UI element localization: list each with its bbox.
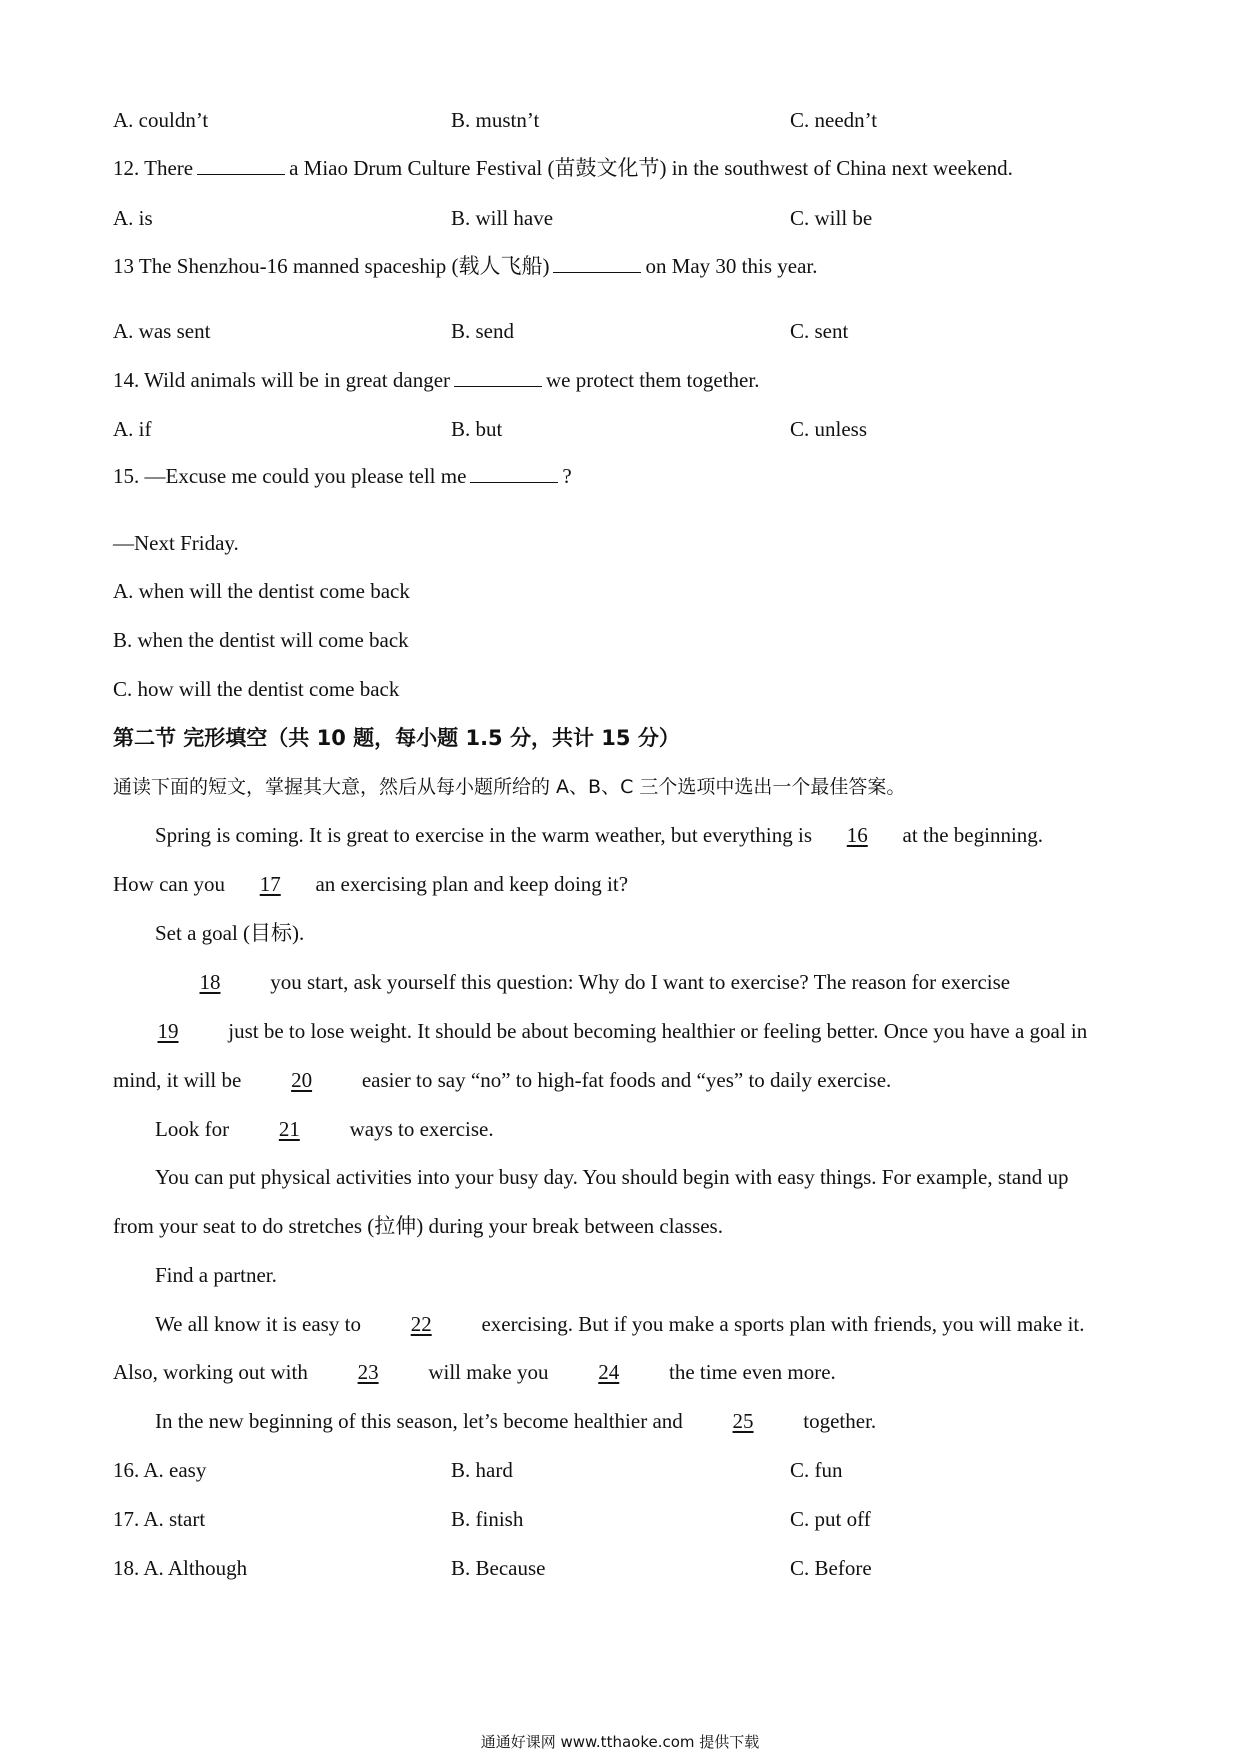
passage-text: Look for bbox=[155, 1117, 230, 1141]
blank-23: 23 bbox=[357, 1360, 379, 1384]
section-heading: 第二节 完形填空（共 10 题，每小题 1.5 分，共计 15 分） bbox=[113, 726, 680, 750]
blank-25: 25 bbox=[732, 1409, 754, 1433]
passage-text: the time even more. bbox=[669, 1360, 836, 1384]
q18-option-c: C. Before bbox=[790, 1556, 872, 1580]
q13-stem bbox=[113, 253, 818, 279]
q17-option-c: C. put off bbox=[790, 1507, 871, 1531]
subheading-find-partner: Find a partner. bbox=[155, 1263, 277, 1287]
blank-24: 24 bbox=[598, 1360, 620, 1384]
blank-20: 20 bbox=[291, 1068, 313, 1092]
q16-option-c: C. fun bbox=[790, 1458, 843, 1482]
passage-text: Spring is coming. It is great to exercise in the warm weather, but everything is bbox=[155, 823, 812, 847]
passage-line-3 bbox=[155, 969, 1010, 995]
q15-blank bbox=[470, 464, 558, 483]
q14-stem-pre: 14. Wild animals will be in great danger bbox=[113, 368, 451, 392]
passage-line-1 bbox=[155, 822, 1043, 848]
q12-option-c: C. will be bbox=[790, 206, 873, 230]
q12-option-b: B. will have bbox=[451, 206, 554, 230]
passage-line-4 bbox=[113, 1018, 1087, 1044]
passage-text: mind, it will be bbox=[113, 1068, 242, 1092]
passage-text: at the beginning. bbox=[902, 823, 1044, 847]
q13-stem-pre: 13 The Shenzhou-16 manned spaceship (载人飞船) bbox=[113, 254, 550, 278]
passage-text: you start, ask yourself this question: Why do I want to exercise? The reason for exercise bbox=[270, 970, 1011, 994]
passage-text: together. bbox=[803, 1409, 877, 1433]
passage-text: ways to exercise. bbox=[349, 1117, 494, 1141]
passage-line-2 bbox=[113, 871, 628, 897]
q14-blank bbox=[454, 368, 542, 387]
q11-option-a: A. couldn’t bbox=[113, 108, 209, 132]
blank-22: 22 bbox=[410, 1312, 432, 1336]
passage-text: exercising. But if you make a sports plan with friends, you will make it. bbox=[481, 1312, 1085, 1336]
q14-option-a: A. if bbox=[113, 417, 152, 441]
q13-blank bbox=[553, 254, 641, 273]
blank-16: 16 bbox=[846, 823, 868, 847]
passage-line-10 bbox=[155, 1408, 876, 1434]
subheading-look-for bbox=[155, 1116, 494, 1142]
q13-option-a: A. was sent bbox=[113, 319, 211, 343]
q12-blank bbox=[197, 156, 285, 175]
page-footer: 通通好课网 www.tthaoke.com 提供下载 bbox=[480, 1733, 760, 1751]
q15-stem-pre: 15. —Excuse me could you please tell me bbox=[113, 464, 467, 488]
q18-option-b: B. Because bbox=[451, 1556, 546, 1580]
q17-option-a: 17. A. start bbox=[113, 1507, 206, 1531]
blank-21: 21 bbox=[278, 1117, 300, 1141]
q18-option-a: 18. A. Although bbox=[113, 1556, 248, 1580]
q13-stem-post: on May 30 this year. bbox=[645, 254, 818, 278]
q15-stem bbox=[113, 463, 572, 489]
subheading-set-goal: Set a goal (目标). bbox=[155, 921, 305, 945]
q12-stem bbox=[113, 155, 1013, 181]
q15-stem-post: ? bbox=[562, 464, 572, 488]
q15-option-a: A. when will the dentist come back bbox=[113, 579, 410, 603]
q17-option-b: B. finish bbox=[451, 1507, 524, 1531]
passage-text: will make you bbox=[428, 1360, 549, 1384]
q12-option-a: A. is bbox=[113, 206, 153, 230]
passage-line-6: You can put physical activities into your busy day. You should begin with easy things. For example, stand up bbox=[155, 1165, 1069, 1189]
q15-option-b: B. when the dentist will come back bbox=[113, 628, 409, 652]
q14-stem-post: we protect them together. bbox=[546, 368, 760, 392]
q14-option-b: B. but bbox=[451, 417, 503, 441]
q12-stem-pre: 12. There bbox=[113, 156, 194, 180]
passage-text: In the new beginning of this season, let’s become healthier and bbox=[155, 1409, 683, 1433]
q13-option-c: C. sent bbox=[790, 319, 849, 343]
passage-line-9 bbox=[113, 1359, 836, 1385]
q12-stem-post: a Miao Drum Culture Festival (苗鼓文化节) in the southwest of China next weekend. bbox=[289, 156, 1013, 180]
q16-option-a: 16. A. easy bbox=[113, 1458, 207, 1482]
q14-stem bbox=[113, 367, 759, 393]
q14-option-c: C. unless bbox=[790, 417, 868, 441]
q11-option-b: B. mustn’t bbox=[451, 108, 540, 132]
passage-text: How can you bbox=[113, 872, 225, 896]
q16-option-b: B. hard bbox=[451, 1458, 513, 1482]
passage-line-7: from your seat to do stretches (拉伸) during your break between classes. bbox=[113, 1214, 723, 1238]
q15-reply: —Next Friday. bbox=[113, 531, 239, 555]
passage-text: We all know it is easy to bbox=[155, 1312, 361, 1336]
blank-19: 19 bbox=[157, 1019, 179, 1043]
q11-option-c: C. needn’t bbox=[790, 108, 878, 132]
passage-line-8 bbox=[155, 1311, 1085, 1337]
passage-text: Also, working out with bbox=[113, 1360, 308, 1384]
q13-option-b: B. send bbox=[451, 319, 514, 343]
passage-text: an exercising plan and keep doing it? bbox=[315, 872, 629, 896]
passage-line-5 bbox=[113, 1067, 891, 1093]
q15-option-c: C. how will the dentist come back bbox=[113, 677, 400, 701]
section-instruction: 通读下面的短文，掌握其大意，然后从每小题所给的 A、B、C 三个选项中选出一个最佳答案。 bbox=[113, 776, 906, 798]
blank-18: 18 bbox=[199, 970, 221, 994]
passage-text: just be to lose weight. It should be about becoming healthier or feeling better. Once you have a goal in bbox=[228, 1019, 1088, 1043]
passage-text: easier to say “no” to high-fat foods and “yes” to daily exercise. bbox=[361, 1068, 892, 1092]
blank-17: 17 bbox=[259, 872, 281, 896]
